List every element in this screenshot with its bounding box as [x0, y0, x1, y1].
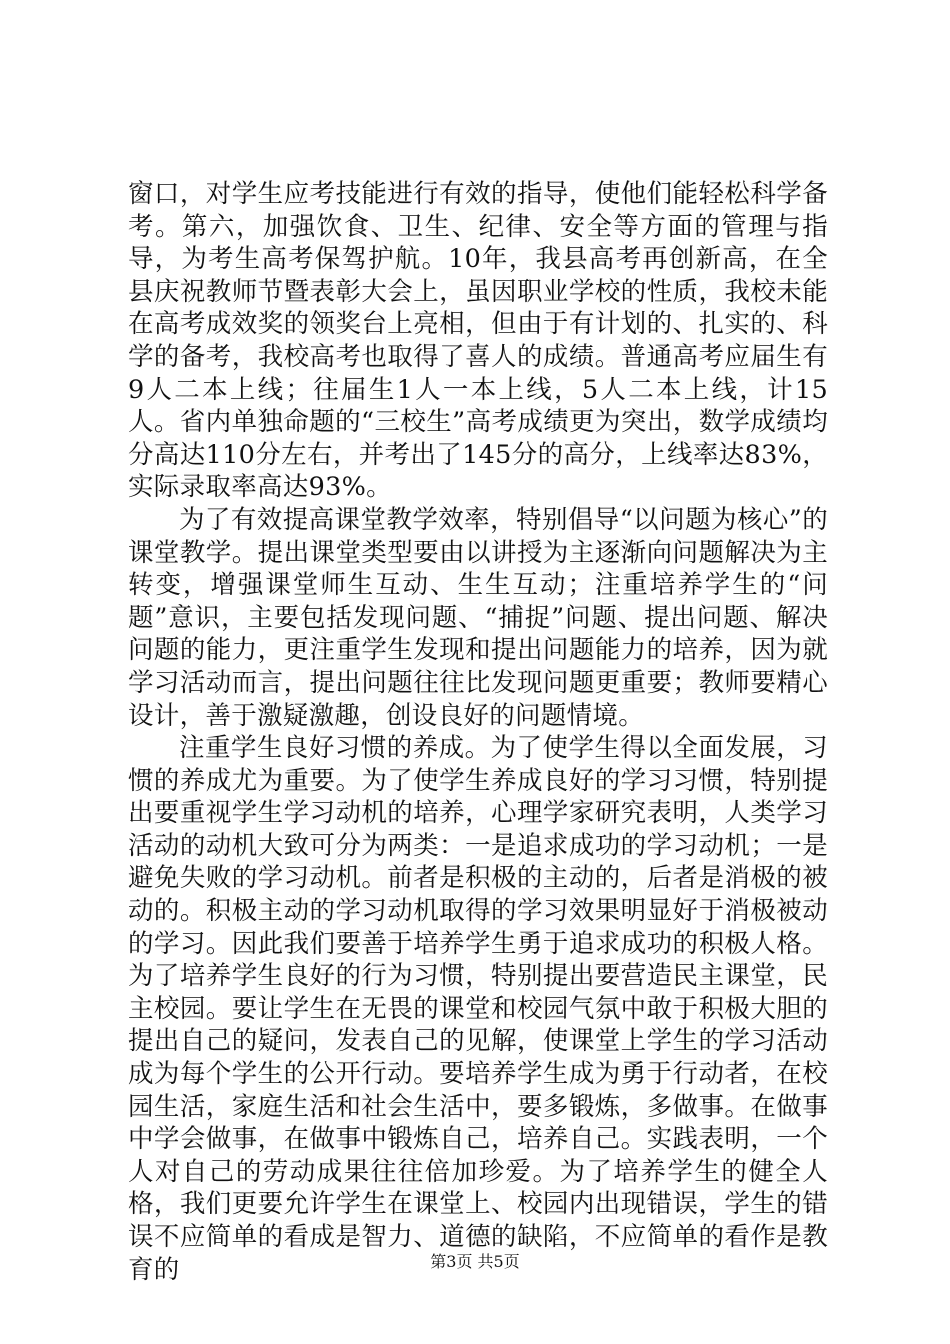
page-number-footer: 第3页 共5页: [430, 1252, 520, 1271]
paragraph-2: 为了有效提高课堂教学效率，特别倡导“以问题为核心”的课堂教学。提出课堂类型要由以讲授为主逐渐向问题解决为主转变，增强课堂师生互动、生生互动；注重培养学生的“问题”意识，主要包括发现问题、“捕捉”问题、提出问题、解决问题的能力，更注重学生发现和提出问题能力的培养，因为就学习活动而言，提出问题往往比发现问题更重要；教师要精心设计，善于激疑激趣，创设良好的问题情境。: [128, 504, 828, 731]
document-body: [128, 178, 828, 1286]
paragraph-1: 窗口，对学生应考技能进行有效的指导，使他们能轻松科学备考。第六，加强饮食、卫生、纪律、安全等方面的管理与指导，为考生高考保驾护航。10年，我县高考再创新高，在全县庆祝教师节暨表彰大会上，虽因职业学校的性质，我校未能在高考成效奖的领奖台上亮相，但由于有计划的、扎实的、科学的备考，我校高考也取得了喜人的成绩。普通高考应届生有9人二本上线；往届生1人一本上线，5人二本上线，计15人。省内单独命题的“三校生”高考成绩更为突出，数学成绩均分高达110分左右，并考出了145分的高分，上线率达83%，实际录取率高达93%。: [128, 179, 828, 503]
paragraph-3: 注重学生良好习惯的养成。为了使学生得以全面发展，习惯的养成尤为重要。为了使学生养成良好的学习习惯，特别提出要重视学生学习动机的培养，心理学家研究表明，人类学习活动的动机大致可分为两类：一是追求成功的学习动机；一是避免失败的学习动机。前者是积极的主动的，后者是消极的被动的。积极主动的学习动机取得的学习效果明显好于消极被动的学习。因此我们要善于培养学生勇于追求成功的积极人格。为了培养学生良好的行为习惯，特别提出要营造民主课堂，民主校园。要让学生在无畏的课堂和校园气氛中敢于积极大胆的提出自己的疑问，发表自己的见解，使课堂上学生的学习活动成为每个学生的公开行动。要培养学生成为勇于行动者，在校园生活，家庭生活和社会生活中，要多锻炼，多做事。在做事中学会做事，在做事中锻炼自己，培养自己。实践表明，一个人对自己的劳动成果往往倍加珍爱。为了培养学生的健全人格，我们更要允许学生在课堂上、校园内出现错误，学生的错误不应简单的看成是智力、道德的缺陷，不应简单的看作是教育的: [128, 733, 828, 1285]
